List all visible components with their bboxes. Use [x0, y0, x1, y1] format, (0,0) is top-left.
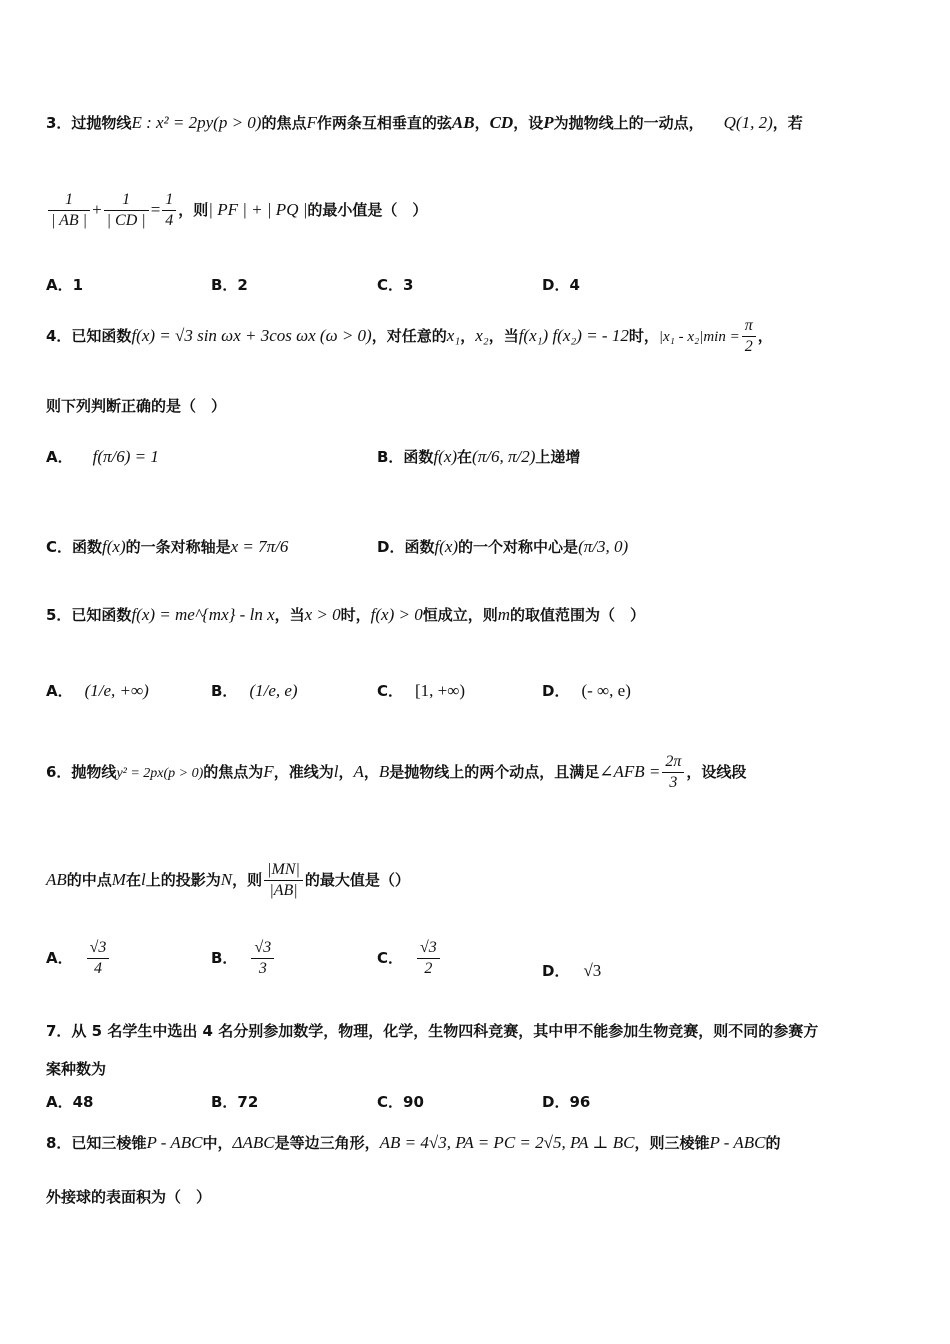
q5-option-d [542, 680, 631, 701]
q3-text: ，若 [772, 114, 803, 132]
q3-line2 [46, 190, 427, 231]
q6-frac: $\frac{2\pi}{3}$ [662, 752, 684, 793]
q4-option-c-mid: 的一条对称轴是 [125, 538, 231, 556]
q5-text: 恒成立，则 [422, 606, 498, 624]
q8-line1 [46, 1132, 781, 1153]
q4-option-b-end: 上递增 [535, 448, 581, 466]
q4-option-b-label: B．函数 [377, 448, 434, 466]
q4-option-d-label: D．函数 [377, 538, 435, 556]
q7-option-c: C．90 [377, 1093, 424, 1111]
q3-number: 3．过抛物线 [46, 114, 132, 132]
q6-segment-ab: AB [46, 870, 67, 889]
q3-text: 为抛物线上的一动点， [553, 114, 704, 132]
q5-option-d-expr: (- ∞, e) [581, 681, 631, 700]
q6-line2 [46, 860, 410, 901]
q4-line2: 则下列判断正确的是（ ） [46, 397, 227, 415]
q3-plus: + [92, 200, 102, 219]
q7-line2: 案种数为 [46, 1060, 107, 1078]
q6-focus: F [263, 762, 274, 781]
q6-ratio: $\frac{|MN|}{|AB|}$ [264, 860, 303, 901]
q6-point-m: M [111, 870, 126, 889]
q6-text: 上的投影为 [145, 871, 221, 889]
q3-text: ，设 [513, 114, 544, 132]
q6-text: 的焦点为 [203, 763, 264, 781]
q6-text: 在 [125, 871, 141, 889]
q4-function-expr: f(x) = √3 sin ωx + 3cos ωx (ω > 0) [131, 326, 372, 345]
q5-option-b-expr: (1/e, e) [249, 681, 298, 700]
q4-option-c [46, 536, 288, 557]
q7-option-a: A．48 [46, 1093, 94, 1111]
q5-inequality: f(x) > 0 [370, 605, 423, 624]
q3-chord-cd: CD [489, 113, 514, 132]
q3-text: ，则 [178, 201, 209, 219]
q4-line1 [46, 316, 773, 357]
q3-option-c: C．3 [377, 276, 414, 294]
q5-option-a-label: A． [46, 682, 73, 700]
q4-number: 4．已知函数 [46, 327, 132, 345]
q3-chord-ab: AB [451, 113, 475, 132]
q6-text: ，准线为 [273, 763, 334, 781]
q5-option-b-label: B． [211, 682, 238, 700]
q5-option-c-expr: [1, +∞) [415, 681, 466, 700]
q4-option-d-f: f(x) [434, 537, 459, 556]
q6-number: 6．抛物线 [46, 763, 117, 781]
q8-text: ，则三棱锥 [634, 1134, 710, 1152]
q6-option-d [542, 960, 601, 981]
q7-option-d: D．96 [542, 1093, 591, 1111]
q6-option-c: C． $\frac{√3}{2}$ [377, 938, 442, 979]
q4-option-b-in: 在 [457, 448, 473, 466]
q6-line-l: l [140, 870, 146, 889]
q7-line1: 7．从 5 名学生中选出 4 名分别参加数学，物理，化学，生物四科竞赛，其中甲不能参加生物竞赛，则不同的参赛方 [46, 1022, 819, 1040]
q6-text: 是抛物线上的两个动点，且满足 [389, 763, 600, 781]
q8-conditions: AB = 4√3, PA = PC = 2√5, PA ⊥ BC [379, 1133, 635, 1152]
q8-text: 的 [765, 1134, 781, 1152]
q3-line1 [46, 112, 803, 133]
q3-sep: ， [474, 114, 490, 132]
q6-angle: ∠AFB = [599, 762, 661, 781]
q6-option-a: A． $\frac{√3}{4}$ [46, 938, 111, 979]
q6-directrix: l [333, 762, 339, 781]
q5-function-expr: f(x) = me^{mx} - ln x [131, 605, 275, 624]
q5-option-c-label: C． [377, 682, 404, 700]
q6-text: ，设线段 [686, 763, 747, 781]
q5-option-c [377, 680, 465, 701]
q6-option-b: B． $\frac{√3}{3}$ [211, 938, 276, 979]
q4-product-expr: f(x₁) f(x₂) = - 12 [518, 326, 629, 345]
q4-option-a [46, 446, 159, 467]
q8-triangle: ΔABC [232, 1133, 275, 1152]
q3-frac3: $\frac{1}{4}$ [162, 190, 176, 231]
q4-x1: x₁ [446, 326, 461, 345]
q4-text: ，对任意的 [371, 327, 447, 345]
q4-option-c-f: f(x) [102, 537, 126, 556]
q3-point-q: Q(1, 2) [723, 113, 773, 132]
q5-option-a [46, 680, 149, 701]
q5-option-b [211, 680, 298, 701]
q6-line1 [46, 752, 746, 793]
q4-option-d [377, 536, 628, 557]
q4-option-b-interval: (π/6, π/2) [472, 447, 536, 466]
q4-frac: $\frac{\pi}{2}$ [742, 316, 756, 357]
q5-condition: x > 0 [304, 605, 341, 624]
q6-option-d-expr: √3 [583, 961, 602, 980]
q6-option-d-label: D． [542, 962, 570, 980]
q6-point-b: B [378, 762, 390, 781]
q6-text: ，则 [232, 871, 263, 889]
q3-frac2: $\frac{1}{| CD |}$ [104, 190, 149, 231]
q4-text: 时， [628, 327, 659, 345]
q4-option-c-label: C．函数 [46, 538, 103, 556]
q3-parabola-expr: E : x² = 2py(p > 0) [131, 113, 262, 132]
q6-point-n: N [220, 870, 233, 889]
q5-line1 [46, 604, 645, 625]
q3-text: 的最小值是（ ） [307, 201, 428, 219]
q3-sum-expr: | PF | + | PQ | [208, 200, 308, 219]
q6-option-a-label: A． [46, 949, 73, 967]
q4-text: ，当 [488, 327, 519, 345]
q6-parabola-expr: y² = 2px(p > 0) [116, 766, 204, 781]
q3-option-a: A．1 [46, 276, 84, 294]
q4-option-d-mid: 的一个对称中心是 [458, 538, 579, 556]
q3-option-d: D．4 [542, 276, 580, 294]
q3-point-p: P [543, 113, 554, 132]
q6-option-c-label: C． [377, 949, 404, 967]
q6-point-a: A [353, 762, 364, 781]
q5-option-a-expr: (1/e, +∞) [84, 681, 149, 700]
q6-text: ， [338, 763, 354, 781]
q8-text: 中， [202, 1134, 233, 1152]
q3-text: 的焦点 [261, 114, 307, 132]
q8-number: 8．已知三棱锥 [46, 1134, 147, 1152]
q4-option-d-expr: (π/3, 0) [578, 537, 629, 556]
q5-m: m [497, 605, 511, 624]
q3-frac1: $\frac{1}{| AB |}$ [48, 190, 90, 231]
q5-option-d-label: D． [542, 682, 570, 700]
q3-text: 作两条互相垂直的弦 [316, 114, 452, 132]
q5-text: 的取值范围为（ ） [510, 606, 646, 624]
q3-option-b: B．2 [211, 276, 248, 294]
q6-text: 的最大值是（） [304, 871, 410, 889]
q5-text: ，当 [274, 606, 305, 624]
q6-sep: ， [363, 763, 379, 781]
q8-line2: 外接球的表面积为（ ） [46, 1188, 212, 1206]
q5-number: 5．已知函数 [46, 606, 132, 624]
q8-pyramid: P - ABC [146, 1133, 203, 1152]
q4-text: ， [757, 327, 773, 345]
q5-text: 时， [340, 606, 371, 624]
q4-option-c-expr: x = 7π/6 [230, 537, 289, 556]
q8-pyramid: P - ABC [709, 1133, 766, 1152]
q6-text: 的中点 [66, 871, 112, 889]
q4-option-b [377, 446, 580, 467]
q3-eq: = [150, 200, 161, 219]
q7-option-b: B．72 [211, 1093, 259, 1111]
q8-text: 是等边三角形， [274, 1134, 380, 1152]
q6-option-b-label: B． [211, 949, 238, 967]
q4-option-a-label: A． [46, 448, 73, 466]
q4-x2: x₂ [475, 326, 489, 345]
q4-option-a-expr: f(π/6) = 1 [92, 447, 159, 466]
q4-sep: ， [460, 327, 476, 345]
q3-focus: F [306, 113, 317, 132]
q4-min-expr: |x₁ - x₂|min = [658, 329, 740, 345]
q4-option-b-f: f(x) [433, 447, 458, 466]
